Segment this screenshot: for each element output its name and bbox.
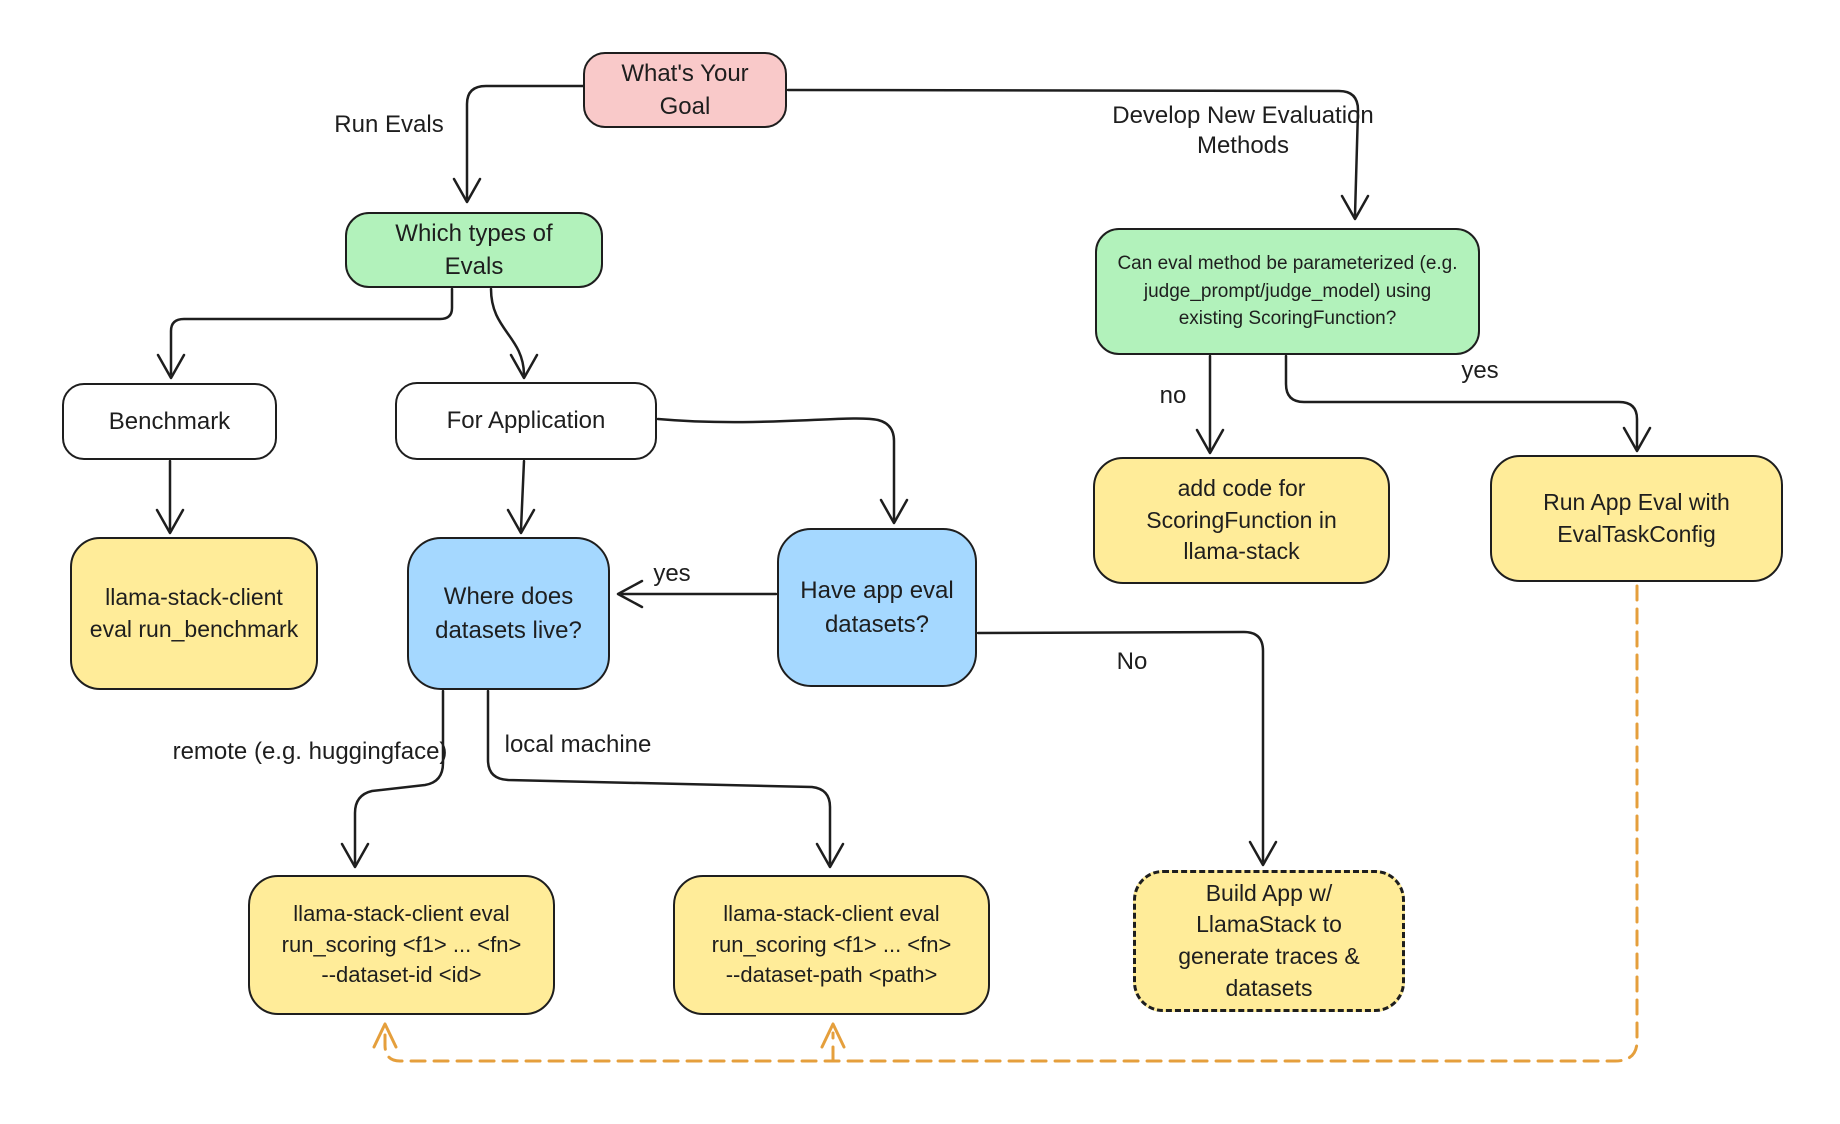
edge-label-remote-huggingface: remote (e.g. huggingface) [172,738,448,765]
edge-benchmark-to-run-benchmark [157,461,183,533]
node-can-eval-be-parameterized: Can eval method be parameterized (e.g. judge_prompt/judge_model) using existing ScoringFunction? [1095,228,1480,355]
edge-which-types-to-benchmark [158,289,452,378]
node-run-scoring-dataset-path-command: llama-stack-client eval run_scoring <f1> ... <fn> --dataset-path <path> [673,875,990,1015]
edge-label-no-parameterized: no [1159,382,1187,409]
edge-feedback-arrowheads [374,1024,844,1047]
edge-where-datasets-local-to-run-scoring-path [488,691,843,867]
edge-where-datasets-remote-to-run-scoring-id [342,691,443,867]
node-build-app-llamastack: Build App w/ LlamaStack to generate traces & datasets [1133,870,1405,1012]
node-benchmark: Benchmark [62,383,277,460]
node-where-does-datasets-live: Where does datasets live? [407,537,610,690]
edge-for-application-to-where-datasets [508,461,534,533]
edge-which-types-to-for-application [491,289,537,378]
edge-for-application-to-have-datasets [658,418,907,523]
edge-label-yes-have-datasets: yes [653,560,691,587]
node-add-code-scoring-function: add code for ScoringFunction in llama-stack [1093,457,1390,584]
edge-can-eval-no-to-add-code [1197,356,1223,453]
edge-label-run-evals: Run Evals [334,111,444,138]
node-have-app-eval-datasets: Have app eval datasets? [777,528,977,687]
edge-label-yes-parameterized: yes [1461,357,1499,384]
node-run-scoring-dataset-id-command: llama-stack-client eval run_scoring <f1> ... <fn> --dataset-id <id> [248,875,555,1015]
edge-have-datasets-yes-to-where-datasets [618,581,776,607]
node-run-benchmark-command: llama-stack-client eval run_benchmark [70,537,318,690]
edge-label-no-have-datasets: No [1116,648,1148,675]
edge-label-develop-new-evaluation-methods: Develop New Evaluation Methods [1112,102,1374,159]
node-run-app-eval-evaltaskconfig: Run App Eval with EvalTaskConfig [1490,455,1783,582]
node-for-application: For Application [395,382,657,460]
node-which-types-of-evals: Which types of Evals [345,212,603,288]
edge-label-local-machine: local machine [504,731,652,758]
node-whats-your-goal: What's Your Goal [583,52,787,128]
edge-goal-to-which-types [454,86,583,202]
